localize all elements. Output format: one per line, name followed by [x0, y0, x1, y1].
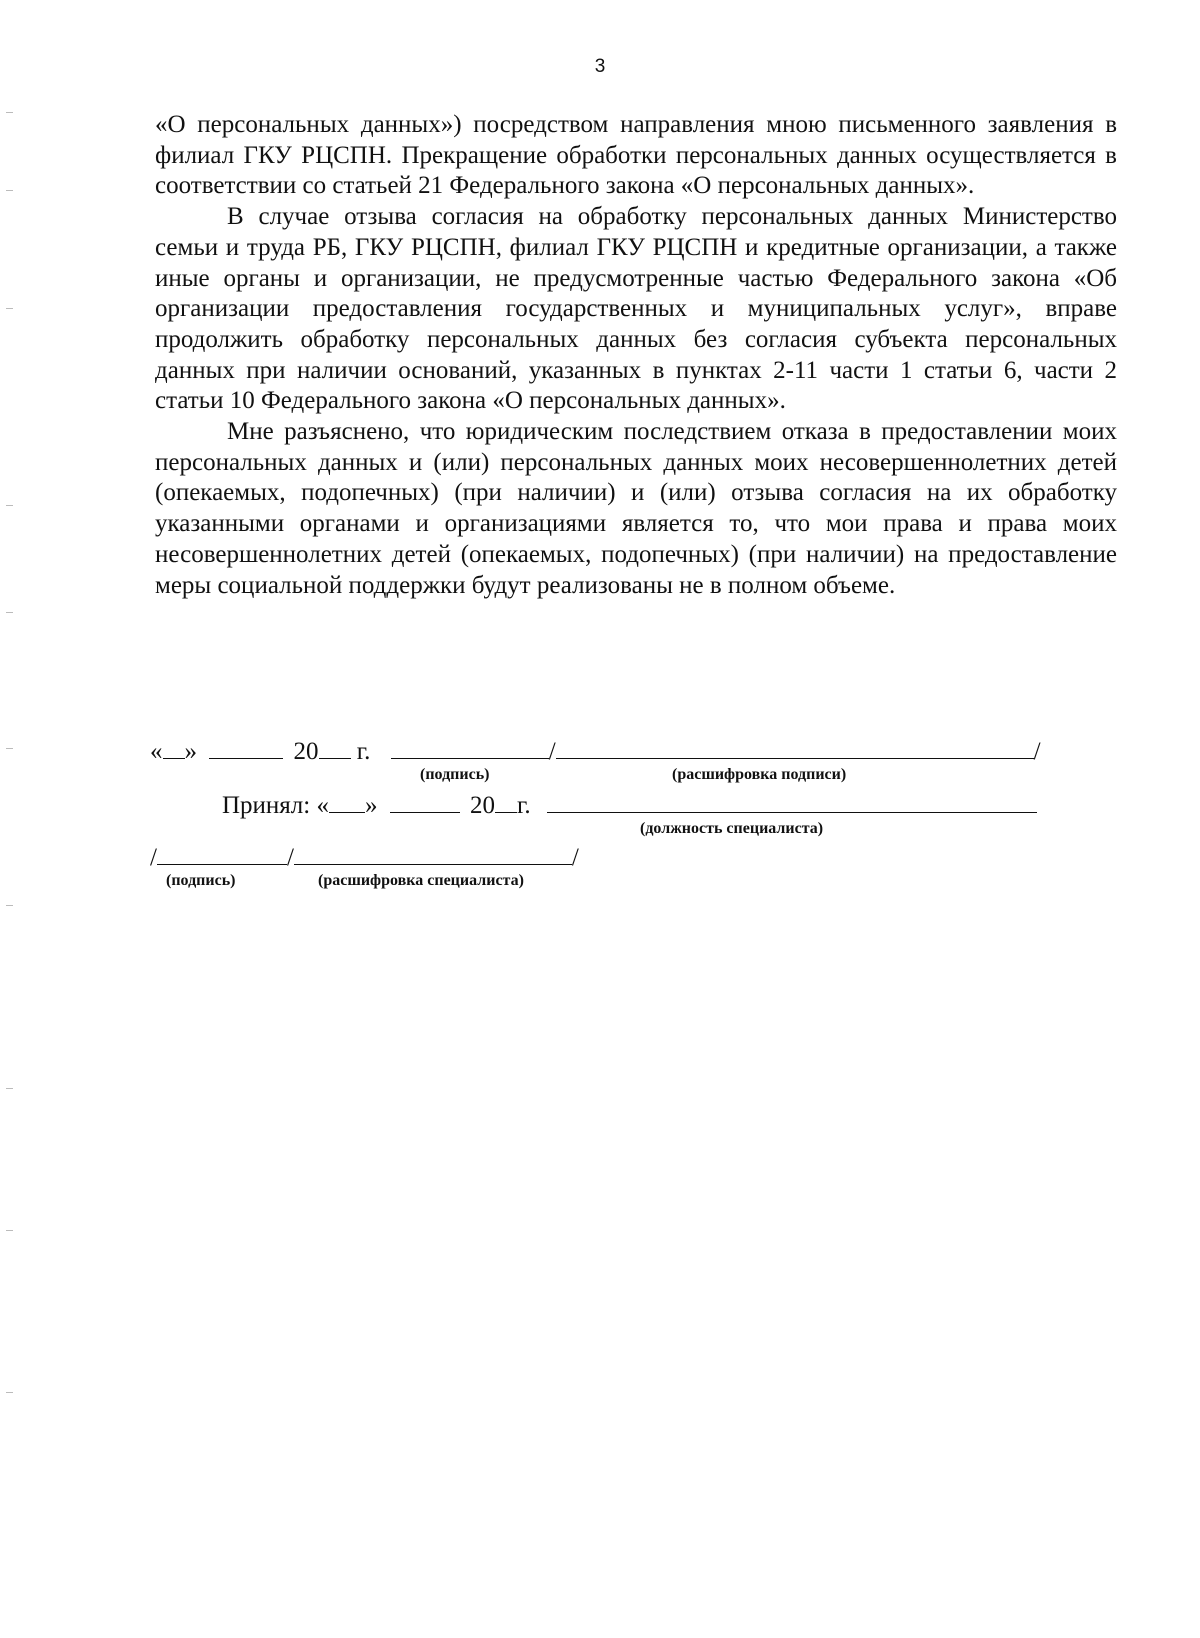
paragraph-continuation: «О персональных данных») посредством направления мною письменного заявления в филиал ГКУ РЦСПН. Прекращение обработки персональных данных осуществляется в соответствии со статьей 21 Федерального закона «О персональных данных». [155, 111, 1117, 200]
day-blank [163, 736, 185, 759]
month-blank [209, 736, 283, 759]
scan-mark [6, 1230, 13, 1231]
year-suffix: г. [516, 792, 531, 819]
accepted-row [222, 790, 1037, 820]
year-prefix: 20 [469, 792, 495, 819]
caption-position: (должность специалиста) [640, 820, 824, 837]
slash: / [571, 844, 579, 871]
scan-mark [6, 1088, 13, 1089]
page-number: 3 [594, 56, 606, 77]
year-blank [319, 736, 351, 759]
signature-decoding-blank [556, 736, 1034, 759]
slash: / [1033, 738, 1041, 765]
scan-mark [6, 612, 13, 613]
position-blank [547, 790, 1037, 813]
year-prefix: 20 [293, 738, 319, 765]
paragraph-consequences: Мне разъяснено, что юридическим последствием отказа в предоставлении моих персональных данных и (или) персональных данных моих несовершеннолетних детей (опекаемых, подопечных) (при наличии) и (или) отзыва согласия на их обработку указанными органами и организациями является то, что мои права и права моих несовершеннолетних детей (опекаемых, подопечных) (при наличии) на предоставление меры социальной поддержки будут реализованы не в полном объеме. [155, 418, 1117, 599]
quote-close: » [364, 792, 378, 819]
accepted-day-blank [329, 790, 365, 813]
scan-mark [6, 190, 13, 191]
slash: / [150, 844, 157, 871]
paragraph-withdrawal: В случае отзыва согласия на обработку персональных данных Министерство семьи и труда РБ, ГКУ РЦСПН, филиал ГКУ РЦСПН и кредитные организации, а также иные органы и организации, не предусмотренные частью Федерального закона «Об организации предоставления государственных и муниципальных услуг», вправе продолжить обработку персональных данных без согласия субъекта персональных данных при наличии оснований, указанных в пунктах 2-11 части 1 статьи 6, части 2 статьи 10 Федерального закона «О персональных данных». [155, 203, 1117, 415]
slash: / [286, 844, 294, 871]
scan-mark [6, 905, 13, 906]
accepted-year-blank [495, 790, 517, 813]
specialist-signature-blank [157, 842, 287, 865]
signature-blank [391, 736, 549, 759]
quote-open: « [150, 738, 163, 765]
scan-mark [6, 505, 13, 506]
caption-signature-decoding: (расшифровка подписи) [672, 766, 847, 783]
document-body [155, 110, 1117, 601]
caption-specialist-signature: (подпись) [166, 872, 236, 889]
caption-signature: (подпись) [420, 766, 490, 783]
caption-specialist-decoding: (расшифровка специалиста) [318, 872, 524, 889]
applicant-date-signature-row [150, 736, 1041, 766]
scan-mark [6, 748, 13, 749]
year-suffix: г. [356, 738, 371, 765]
specialist-decoding-blank [294, 842, 572, 865]
accepted-month-blank [390, 790, 460, 813]
scan-mark [6, 1392, 13, 1393]
slash: / [548, 738, 556, 765]
accepted-label: Принял: « [222, 792, 329, 819]
scan-mark [6, 308, 13, 309]
quote-close: » [184, 738, 197, 765]
scan-mark [6, 112, 13, 113]
specialist-signature-row [150, 842, 579, 872]
